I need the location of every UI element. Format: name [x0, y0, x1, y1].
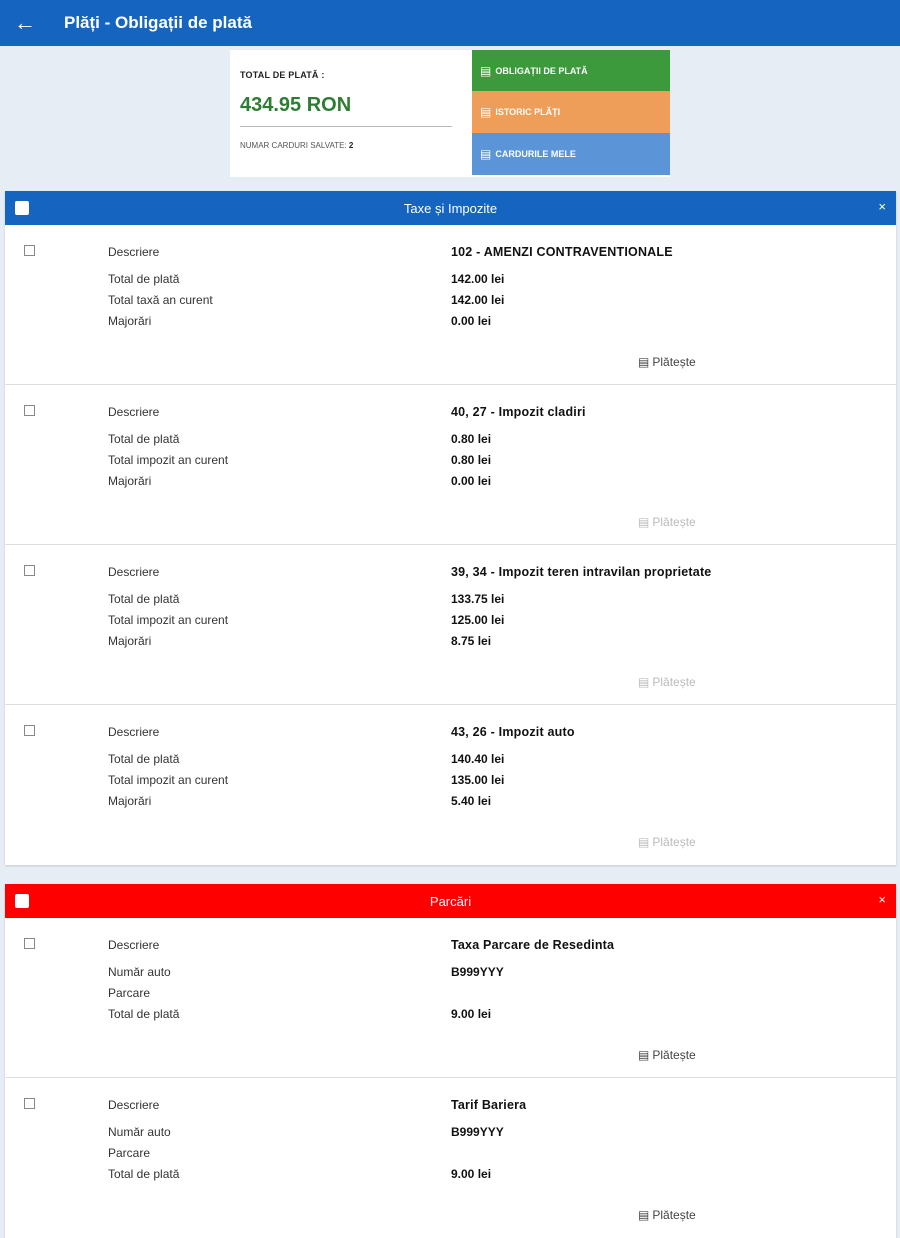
group-header [5, 884, 896, 918]
item-row [108, 938, 614, 952]
row-value: 0.80 lei [451, 453, 492, 467]
pay-button[interactable] [638, 1048, 696, 1062]
total-label: TOTAL DE PLATĂ : [240, 70, 325, 80]
pay-label: Plătește [652, 675, 696, 689]
row-value: 140.40 lei [451, 752, 505, 766]
pay-button[interactable] [638, 835, 696, 849]
pay-button[interactable] [638, 1208, 696, 1222]
close-icon[interactable]: × [878, 199, 886, 214]
item-row [108, 794, 491, 808]
item-checkbox[interactable] [24, 1098, 35, 1109]
row-label: Total de plată [108, 432, 180, 446]
row-label: Număr auto [108, 1125, 171, 1139]
obligation-item [5, 705, 896, 865]
app-bar [0, 0, 900, 46]
payment-history-label: ISTORIC PLĂȚI [495, 107, 561, 117]
row-value: 133.75 lei [451, 592, 505, 606]
item-row [108, 314, 491, 328]
row-value: 43, 26 - Impozit auto [451, 725, 575, 739]
row-label: Total taxă an curent [108, 293, 213, 307]
obligation-item [5, 1078, 896, 1238]
row-label: Total impozit an curent [108, 773, 229, 787]
row-label: Parcare [108, 1146, 151, 1160]
row-value: 0.00 lei [451, 474, 492, 488]
group-header [5, 191, 896, 225]
item-row [108, 432, 491, 446]
group-title: Parcări [429, 893, 472, 909]
item-row [108, 592, 504, 606]
item-row [108, 634, 491, 648]
select-all-checkbox[interactable] [15, 894, 29, 908]
pay-label: Plătește [652, 355, 696, 369]
pay-button[interactable] [638, 675, 696, 689]
row-label: Descriere [108, 405, 160, 419]
pay-label: Plătește [652, 515, 696, 529]
row-label: Majorări [108, 474, 152, 488]
row-value: 142.00 lei [451, 272, 505, 286]
row-label: Descriere [108, 565, 160, 579]
item-checkbox[interactable] [24, 245, 35, 256]
card-icon: ▤ [638, 675, 650, 689]
row-label: Parcare [108, 986, 151, 1000]
row-value: 0.00 lei [451, 314, 492, 328]
divider [240, 126, 452, 127]
item-checkbox[interactable] [24, 725, 35, 736]
row-label: Majorări [108, 314, 152, 328]
obligation-item [5, 225, 896, 385]
row-value: Taxa Parcare de Resedinta [451, 938, 615, 952]
row-value: 142.00 lei [451, 293, 505, 307]
obligation-item [5, 545, 896, 705]
card-icon: ▤ [638, 1048, 650, 1062]
row-value: 5.40 lei [451, 794, 492, 808]
row-label: Total impozit an curent [108, 453, 229, 467]
row-value: 39, 34 - Impozit teren intravilan proprietate [451, 565, 712, 579]
row-label: Descriere [108, 1098, 160, 1112]
item-row [108, 986, 451, 1000]
my-cards-label: CARDURILE MELE [495, 149, 576, 159]
back-arrow-icon[interactable]: ← [14, 10, 36, 35]
item-row [108, 1007, 491, 1021]
item-checkbox[interactable] [24, 405, 35, 416]
select-all-checkbox[interactable] [15, 201, 29, 215]
row-value: B999YYY [451, 1125, 504, 1139]
row-label: Total de plată [108, 272, 180, 286]
row-label: Total impozit an curent [108, 613, 229, 627]
row-label: Majorări [108, 794, 152, 808]
group-title: Taxe și Impozite [403, 200, 498, 216]
summary-actions [472, 50, 670, 177]
row-label: Descriere [108, 938, 160, 952]
obligation-group [5, 191, 896, 865]
item-row [108, 474, 491, 488]
item-row [108, 1146, 451, 1160]
row-value: 9.00 lei [451, 1007, 492, 1021]
obligations-label: OBLIGAȚII DE PLATĂ [495, 65, 588, 76]
row-value: 9.00 lei [451, 1167, 492, 1181]
row-value: 8.75 lei [451, 634, 492, 648]
list-icon: ▤ [480, 105, 492, 119]
total-value: 434.95 RON [240, 94, 352, 116]
row-label: Total de plată [108, 592, 180, 606]
pay-label: Plătește [652, 1208, 696, 1222]
row-value: 135.00 lei [451, 773, 505, 787]
item-row [108, 565, 711, 579]
item-row [108, 725, 575, 739]
page-title: Plăți - Obligații de plată [64, 13, 252, 32]
item-row [108, 245, 673, 259]
row-value: 0.80 lei [451, 432, 492, 446]
item-checkbox[interactable] [24, 938, 35, 949]
card-icon: ▤ [638, 835, 650, 849]
pay-button[interactable] [638, 515, 696, 529]
obligation-item [5, 385, 896, 545]
payment-history-button[interactable] [472, 91, 670, 133]
item-row [108, 965, 504, 979]
pay-label: Plătește [652, 1048, 696, 1062]
item-row [108, 773, 504, 787]
card-icon: ▤ [480, 63, 492, 78]
row-label: Descriere [108, 245, 160, 259]
obligation-group [5, 884, 896, 1238]
saved-cards-value: 2 [348, 141, 354, 150]
row-value: 125.00 lei [451, 613, 505, 627]
item-row [108, 1125, 504, 1139]
item-row [108, 1098, 526, 1112]
saved-cards-label: NUMAR CARDURI SALVATE: [240, 141, 347, 150]
close-icon[interactable]: × [878, 892, 886, 907]
item-row [108, 752, 504, 766]
card-icon: ▤ [638, 1208, 650, 1222]
item-checkbox[interactable] [24, 565, 35, 576]
pay-label: Plătește [652, 835, 696, 849]
row-value: Tarif Bariera [451, 1098, 527, 1112]
item-row [108, 293, 504, 307]
obligations-button[interactable] [472, 50, 670, 91]
payment-summary [230, 50, 670, 177]
row-label: Total de plată [108, 1007, 180, 1021]
row-value: 40, 27 - Impozit cladiri [451, 405, 586, 419]
item-row [108, 272, 504, 286]
item-row [108, 613, 504, 627]
row-value: B999YYY [451, 965, 504, 979]
saved-cards-count [240, 141, 462, 150]
card-icon: ▤ [638, 355, 650, 369]
row-label: Total de plată [108, 1167, 180, 1181]
item-row [108, 453, 491, 467]
item-row [108, 405, 586, 419]
row-label: Total de plată [108, 752, 180, 766]
my-cards-button[interactable] [472, 133, 670, 175]
summary-totals [230, 50, 472, 177]
row-value: 102 - AMENZI CONTRAVENTIONALE [451, 245, 673, 259]
card-icon: ▤ [480, 147, 492, 161]
row-label: Descriere [108, 725, 160, 739]
obligation-item [5, 918, 896, 1078]
row-label: Majorări [108, 634, 152, 648]
row-label: Număr auto [108, 965, 171, 979]
pay-button[interactable] [638, 355, 696, 369]
card-icon: ▤ [638, 515, 650, 529]
